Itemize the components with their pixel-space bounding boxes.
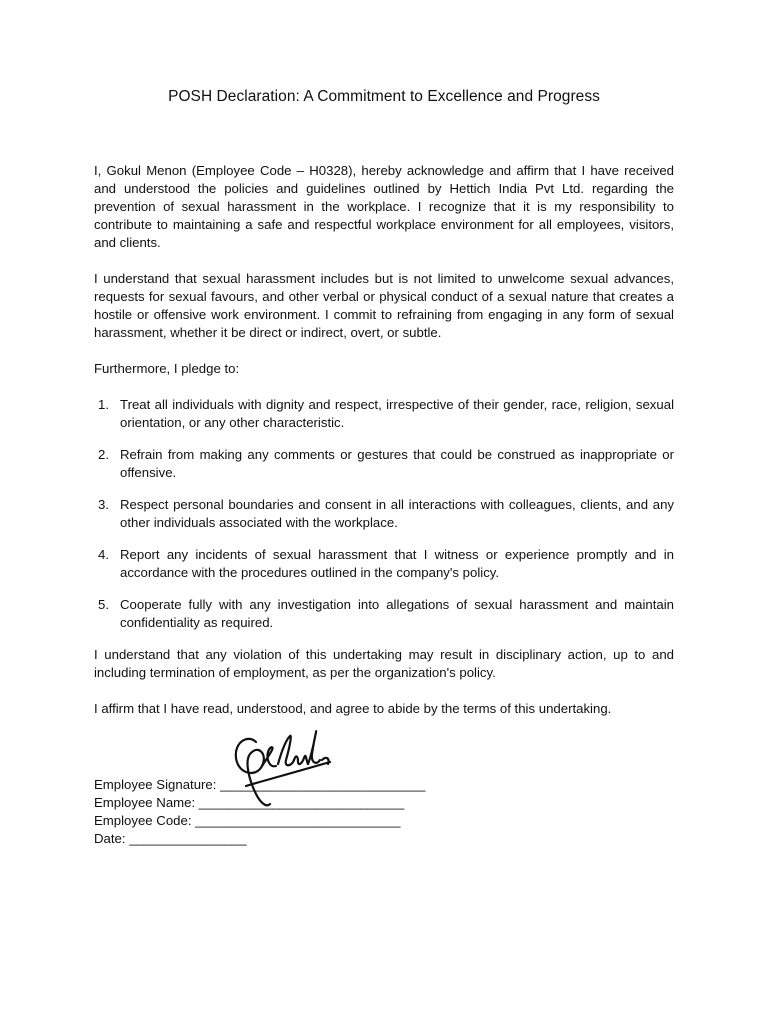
date-field[interactable]: Date: ________________ (94, 831, 247, 846)
paragraph-acknowledgement: I, Gokul Menon (Employee Code – H0328), hereby acknowledge and affirm that I have received and understood the policies and guidelines outlined by Hettich India Pvt Ltd. regarding the prevention of sexual harassment in the workplace. I recognize that it is my responsibility to contribute to maintaining a safe and respectful workplace environment for all employees, visitors, and clients. (94, 163, 674, 250)
pledge-item (94, 396, 674, 432)
pledge-number: 4. (98, 547, 109, 562)
paragraph-pledge-intro: Furthermore, I pledge to: (94, 361, 240, 376)
pledge-text: Refrain from making any comments or gestures that could be construed as inappropriate or offensive. (120, 447, 674, 480)
pledge-list (94, 396, 674, 632)
pledge-text: Respect personal boundaries and consent in all interactions with colleagues, clients, and any other individuals associated with the workplace. (120, 497, 674, 530)
pledge-item (94, 596, 674, 632)
signature-fields (94, 776, 425, 848)
employee-signature-field[interactable]: Employee Signature: ____________________________ (94, 777, 426, 792)
pledge-number: 5. (98, 597, 109, 612)
document-title: POSH Declaration: A Commitment to Excellence and Progress (168, 88, 600, 105)
employee-code-field[interactable]: Employee Code: ____________________________ (94, 813, 401, 828)
pledge-number: 3. (98, 497, 109, 512)
pledge-item (94, 446, 674, 482)
pledge-text: Cooperate fully with any investigation into allegations of sexual harassment and maintain confidentiality as required. (120, 597, 674, 630)
paragraph-affirmation: I affirm that I have read, understood, and agree to abide by the terms of this undertaking. (94, 701, 612, 716)
document-body (94, 162, 674, 736)
pledge-text: Report any incidents of sexual harassment that I witness or experience promptly and in accordance with the procedures outlined in the company's policy. (120, 547, 674, 580)
pledge-number: 2. (98, 447, 109, 462)
pledge-text: Treat all individuals with dignity and respect, irrespective of their gender, race, religion, sexual orientation, or any other characteristic. (120, 397, 674, 430)
pledge-number: 1. (98, 397, 109, 412)
paragraph-definition: I understand that sexual harassment includes but is not limited to unwelcome sexual advances, requests for sexual favours, and other verbal or physical conduct of a sexual nature that creates a hostile or offensive work environment. I commit to refraining from engaging in any form of sexual harassment, whether it be direct or indirect, overt, or subtle. (94, 271, 674, 340)
pledge-item (94, 546, 674, 582)
paragraph-violation: I understand that any violation of this undertaking may result in disciplinary action, up to and including termination of employment, as per the organization's policy. (94, 647, 674, 680)
employee-name-field[interactable]: Employee Name: ____________________________ (94, 795, 405, 810)
pledge-item (94, 496, 674, 532)
